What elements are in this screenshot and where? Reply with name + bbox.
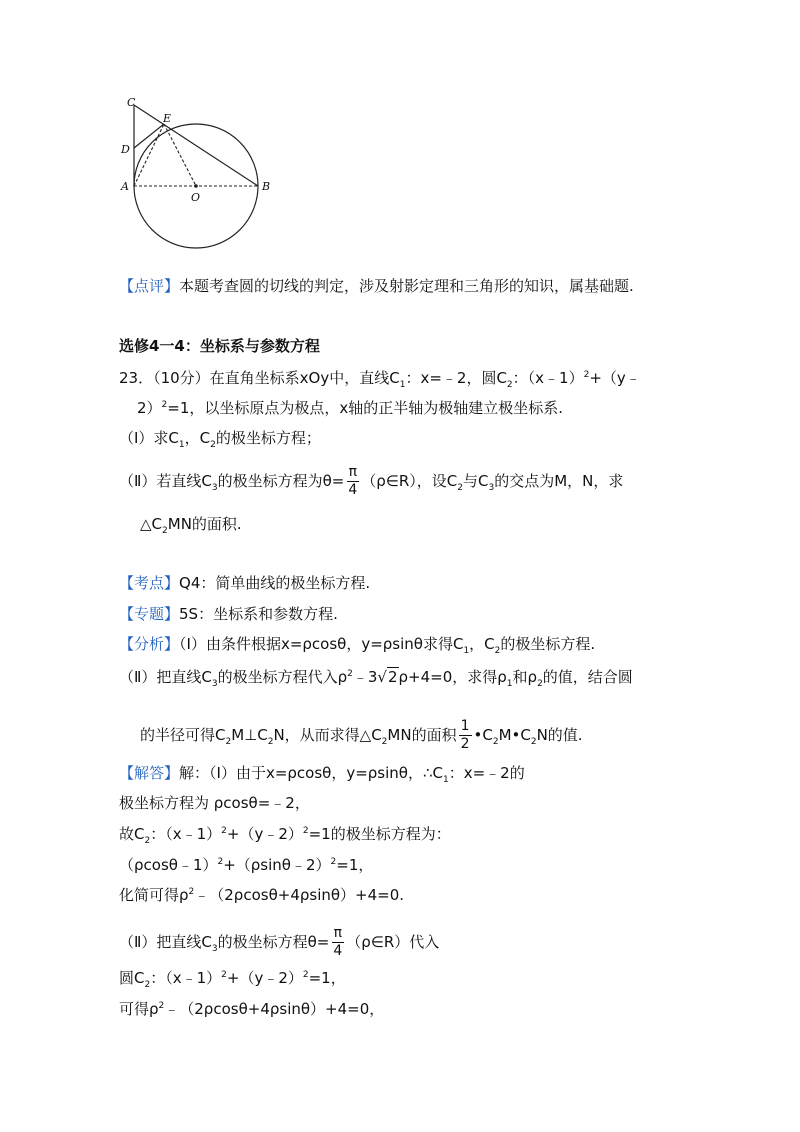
label-e: E: [163, 112, 172, 125]
fraction-pi-over-4-b: $\frac{\pi}{4}$: [333, 925, 343, 959]
problem-part-2: （Ⅱ）若直线$C_3$的极坐标方程为θ= $\frac{\pi}{4}$ （ρ∈R），设$C_2$与$C_3$的交点为M，N，求: [119, 464, 624, 498]
solution-line-5: 化简可得$\rho^2﹣(2\rho\cos\theta+4\rho\sin\theta)+4=0$.: [119, 886, 405, 904]
label-b: B: [262, 180, 271, 193]
zhuanti-tag: 【专题】: [119, 605, 180, 623]
fraction-one-half: $\frac{1}{2}$: [460, 718, 470, 752]
problem-part-1: （Ⅰ）求$C_1$，$C_2$的极坐标方程；: [119, 429, 321, 450]
fenxi-line-2: （Ⅱ）把直线$C_3$的极坐标方程代入$\rho^2﹣3√2\rho+4=0$，求得$\rho_1$和$\rho_2$的值，结合圆: [119, 668, 633, 689]
zhuanti-line: 【专题】5S：坐标系和参数方程.: [119, 605, 338, 623]
solution-line-6: （Ⅱ）把直线$C_3$的极坐标方程θ= $\frac{\pi}{4}$ （ρ∈R）代入: [119, 925, 440, 959]
label-a: A: [121, 180, 129, 193]
solution-tag: 【解答】: [119, 764, 180, 782]
kaodian-tag: 【考点】: [119, 574, 180, 592]
center-point: [194, 184, 198, 188]
solution-line-8: 可得$\rho^2﹣(2\rho\cos\theta+4\rho\sin\theta)+4=0$，: [119, 1000, 385, 1018]
sqrt-symbol: √: [377, 668, 387, 686]
solution-line-7: 圆$C_2$：（x﹣1）$^2$+（y﹣2）$^2$=1，: [119, 969, 346, 990]
solution-line-4: （ρcosθ﹣1）$^2$+（ρsinθ﹣2）$^2$=1，: [119, 856, 374, 874]
kaodian-line: 【考点】Q4：简单曲线的极坐标方程.: [119, 574, 371, 592]
label-c: C: [127, 96, 136, 109]
geometry-figure: [115, 90, 295, 260]
comment-text: 本题考查圆的切线的判定，涉及射影定理和三角形的知识，属基础题.: [179, 277, 634, 295]
solution-line-3: 故$C_2$：（x﹣1）$^2$+（y﹣2）$^2$=1的极坐标方程为：: [119, 825, 451, 846]
section-title: 选修4一4：坐标系与参数方程: [119, 337, 320, 355]
label-d: D: [121, 143, 130, 156]
line-eo-dashed: [164, 124, 196, 186]
label-o: O: [191, 191, 201, 204]
problem-part-2-line-2: $\triangle C_2MN$的面积.: [140, 515, 242, 536]
comment-line: [119, 276, 634, 296]
fenxi-line-3: 的半径可得$C_2M\perp C_2N$，从而求得$\triangle C_2MN$的面积 $\frac{1}{2}$ $•C_2M•C_2N$的值.: [140, 718, 583, 752]
problem-line-2: 2）$^2$=1，以坐标原点为极点，x轴的正半轴为极轴建立极坐标系.: [137, 399, 564, 417]
line-ae-dashed: [134, 124, 164, 186]
line-cb: [134, 105, 258, 186]
fenxi-tag: 【分析】: [119, 635, 180, 653]
solution-line-2: 极坐标方程为 ρcosθ=﹣2，: [119, 794, 310, 812]
solution-line-1: 【解答】解：（Ⅰ）由于x=ρcosθ，y=ρsinθ，$\therefore C_1$：x=﹣2的: [119, 764, 525, 785]
fraction-pi-over-4: $\frac{\pi}{4}$: [348, 464, 358, 498]
fenxi-line-1: 【分析】（Ⅰ）由条件根据x=ρcosθ，y=ρsinθ求得$C_1$，$C_2$的极坐标方程.: [119, 635, 596, 656]
comment-tag: 【点评】: [119, 277, 180, 295]
problem-line-1: 23．（10分）在直角坐标系xOy中，直线$C_1$：x=﹣2，圆$C_2$：（x﹣1）$^2$+（y﹣: [119, 369, 641, 390]
